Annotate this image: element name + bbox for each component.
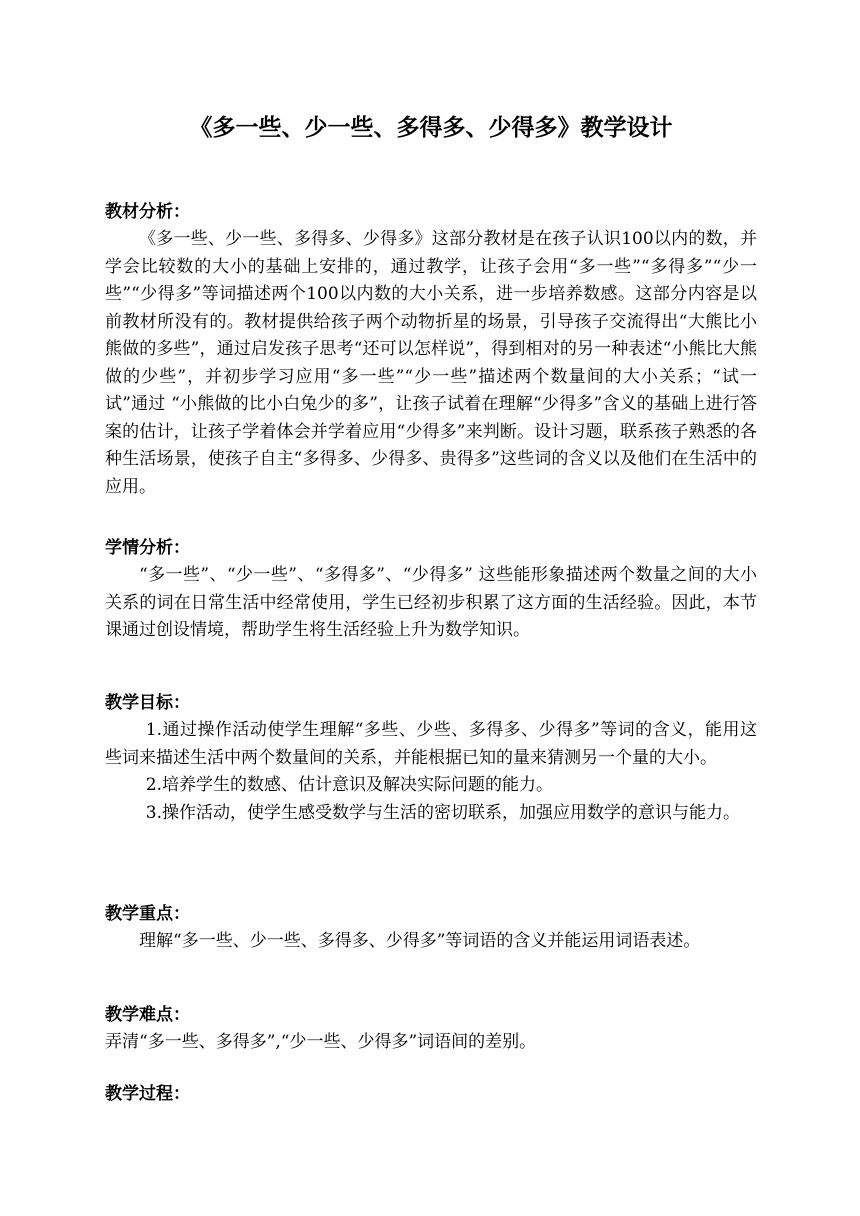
- section-paragraph: 理解“多一些、少一些、多得多、少得多”等词语的含义并能运用词语表述。: [139, 931, 701, 951]
- section-paragraph: “多一些”、“少一些”、“多得多”、“少得多” 这些能形象描述两个数量之间的大小关系的词在日常生活中经常使用，学生已经初步积累了这方面的生活经验。因此，本节课通过创设情境，帮助学生将生活经验上升为数学知识。: [105, 565, 757, 640]
- section-heading: 教学难点：: [105, 1005, 190, 1025]
- section-student-analysis: [105, 535, 757, 645]
- section-heading: 学情分析：: [105, 538, 190, 558]
- section-teaching-difficulty: [105, 1002, 757, 1057]
- section-teaching-keypoint: [105, 901, 757, 956]
- section-heading: 教学目标：: [105, 693, 190, 713]
- section-paragraph: 弄清“多一些、多得多”,“少一些、少得多”词语间的差别。: [105, 1032, 537, 1052]
- section-heading: 教学重点：: [105, 904, 190, 924]
- goal-item-1: 1.通过操作活动使学生理解“多些、少些、多得多、少得多”等词的含义，能用这些词来描述生活中两个数量间的关系，并能根据已知的量来猜测另一个量的大小。: [105, 720, 757, 768]
- section-teaching-process: [105, 1081, 757, 1108]
- section-paragraph: 《多一些、少一些、多得多、少得多》这部分教材是在孩子认识100以内的数，并学会比较数的大小的基础上安排的，通过教学，让孩子会用“多一些”“多得多”“少一些”“少得多”等词描述两个100以内数的大小关系，进一步培养数感。这部分内容是以前教材所没有的。教材提供给孩子两个动物折星的场景，引导孩子交流得出“大熊比小熊做的多些”，通过启发孩子思考“还可以怎样说”，得到相对的另一种表述“小熊比大熊做的少些”，并初步学习应用“多一些”“少一些”描述两个数量间的大小关系；“试一试”通过 “小熊做的比小白兔少的多”，让孩子试着在理解“少得多”含义的基础上进行答案的估计，让孩子学着体会并学着应用“少得多”来判断。设计习题，联系孩子熟悉的各种生活场景，使孩子自主“多得多、少得多、贵得多”这些词的含义以及他们在生活中的应用。: [105, 229, 757, 497]
- section-material-analysis: [105, 199, 757, 501]
- goal-item-2: 2.培养学生的数感、估计意识及解决实际问题的能力。: [145, 775, 554, 795]
- document-title: 《多一些、少一些、多得多、少得多》教学设计: [189, 114, 673, 141]
- section-teaching-goals: [105, 690, 757, 827]
- section-heading: 教材分析：: [105, 202, 190, 222]
- section-heading: 教学过程：: [105, 1084, 190, 1104]
- goal-item-3: 3.操作活动，使学生感受数学与生活的密切联系，加强应用数学的意识与能力。: [145, 802, 741, 823]
